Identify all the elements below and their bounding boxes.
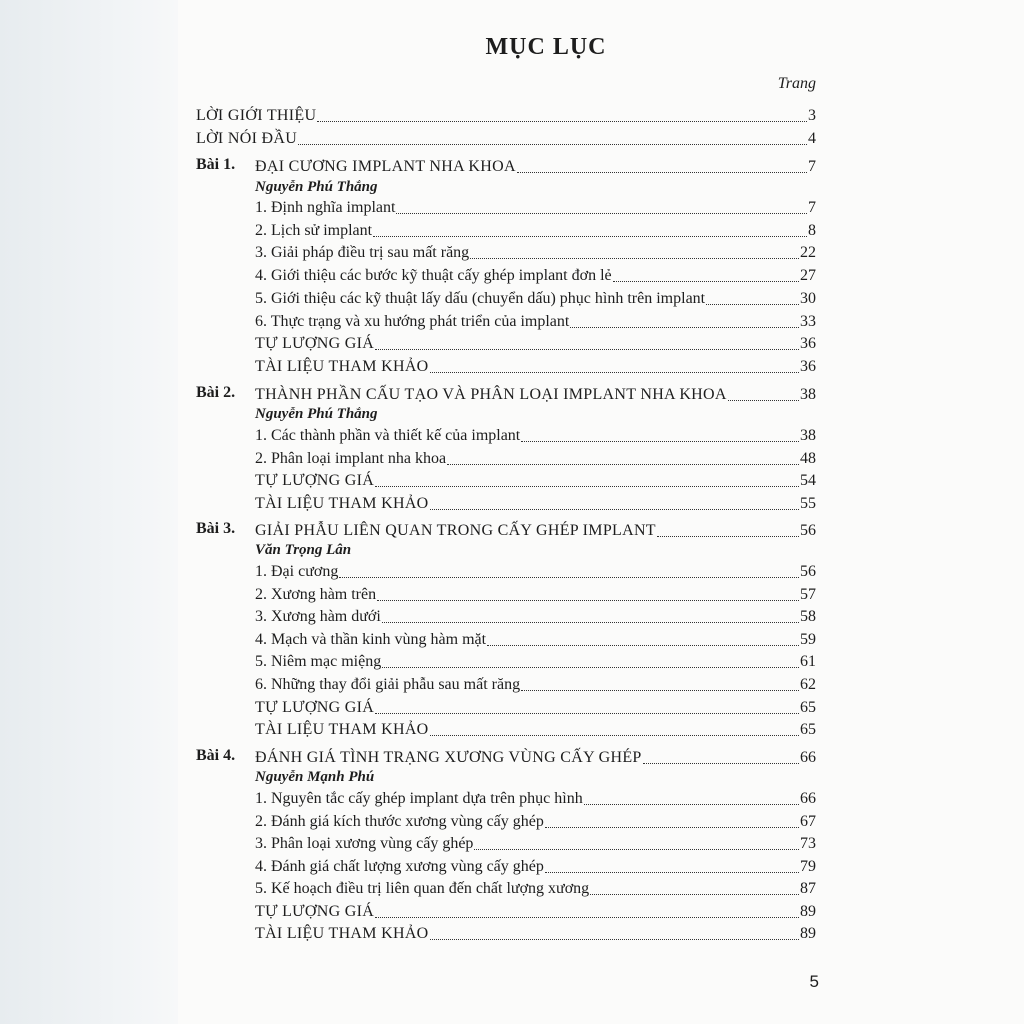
- dot-leader: [521, 689, 799, 691]
- toc-entry-label: TỰ LƯỢNG GIÁ: [255, 472, 375, 489]
- lesson-title: GIẢI PHẪU LIÊN QUAN TRONG CẤY GHÉP IMPLANT: [255, 522, 656, 539]
- toc-entry: [255, 264, 816, 286]
- dot-leader: [545, 871, 799, 873]
- toc-entry-page: 73: [800, 835, 816, 852]
- dot-leader: [375, 348, 799, 350]
- toc-entry-front-2: [196, 127, 816, 149]
- toc-entry: [255, 855, 816, 877]
- toc-entry-page: 66: [800, 790, 816, 807]
- toc-entry-page: 56: [800, 522, 816, 539]
- toc-entry-page: 56: [800, 563, 816, 580]
- lesson-title: ĐÁNH GIÁ TÌNH TRẠNG XƯƠNG VÙNG CẤY GHÉP: [255, 749, 642, 766]
- page-number: 5: [809, 972, 819, 991]
- toc-entry-page: 62: [800, 676, 816, 693]
- toc-entry: [255, 287, 816, 309]
- dot-leader: [317, 120, 807, 122]
- toc-entry-label: TỰ LƯỢNG GIÁ: [255, 699, 375, 716]
- toc-title-text: MỤC LỤC: [485, 34, 607, 60]
- dot-leader: [430, 508, 799, 510]
- toc-entry-label: 1. Các thành phần và thiết kế của implant: [255, 427, 521, 444]
- toc-entry-page: 58: [800, 608, 816, 625]
- toc-entry: [255, 922, 816, 944]
- toc-entry-front-1: [196, 104, 816, 126]
- toc-entry: [255, 696, 816, 718]
- toc-entry: [255, 241, 816, 263]
- toc-entry: [255, 832, 816, 854]
- toc-entry-label: TÀI LIỆU THAM KHẢO: [255, 925, 429, 942]
- dot-leader: [430, 371, 799, 373]
- dot-leader: [377, 599, 799, 601]
- dot-leader: [375, 485, 799, 487]
- toc-entry-page: 4: [808, 130, 816, 147]
- toc-entry-page: 33: [800, 313, 816, 330]
- lesson-1-author: Nguyễn Phú Thắng: [255, 179, 378, 195]
- toc-entry-label: 3. Phân loại xương vùng cấy ghép: [255, 835, 474, 852]
- lesson-2-number: Bài 2.: [196, 384, 236, 401]
- toc-entry-label: 2. Đánh giá kích thước xương vùng cấy ghép: [255, 813, 544, 830]
- dot-leader: [375, 916, 799, 918]
- toc-entry-label: 1. Định nghĩa implant: [255, 199, 396, 216]
- toc-entry-page: 79: [800, 858, 816, 875]
- page-gutter: [0, 0, 178, 1024]
- toc-entry-page: 36: [800, 358, 816, 375]
- toc-entry: [255, 560, 816, 582]
- toc-entry-page: 36: [800, 335, 816, 352]
- toc-entry-label: TÀI LIỆU THAM KHẢO: [255, 495, 429, 512]
- toc-entry-page: 65: [800, 721, 816, 738]
- toc-entry: [255, 355, 816, 377]
- toc-entry: [255, 219, 816, 241]
- dot-leader: [298, 143, 807, 145]
- toc-entry-label: 2. Phân loại implant nha khoa: [255, 450, 447, 467]
- toc-entry-label: 5. Niêm mạc miệng: [255, 653, 382, 670]
- dot-leader: [430, 734, 799, 736]
- toc-entry: [255, 718, 816, 740]
- dot-leader: [517, 171, 807, 173]
- dot-leader: [613, 280, 799, 282]
- toc-entry: [255, 196, 816, 218]
- dot-leader: [375, 712, 799, 714]
- toc-entry-page: 66: [800, 749, 816, 766]
- toc-entry: [255, 583, 816, 605]
- page-column-header: Trang: [777, 75, 816, 92]
- toc-entry-label: TÀI LIỆU THAM KHẢO: [255, 358, 429, 375]
- lesson-2-author: Nguyễn Phú Thắng: [255, 406, 378, 422]
- lesson-2-title-entry: [255, 383, 816, 405]
- toc-entry-label: 5. Giới thiệu các kỹ thuật lấy dấu (chuyển dấu) phục hình trên implant: [255, 290, 706, 307]
- toc-entry: [255, 605, 816, 627]
- dot-leader: [570, 326, 799, 328]
- toc-entry-page: 3: [808, 107, 816, 124]
- toc-entry: [255, 787, 816, 809]
- lesson-1-number: Bài 1.: [196, 156, 236, 173]
- toc-entry-page: 27: [800, 267, 816, 284]
- toc-entry: [255, 877, 816, 899]
- toc-entry-label: 6. Thực trạng và xu hướng phát triển của implant: [255, 313, 570, 330]
- dot-leader: [545, 826, 799, 828]
- toc-entry-page: 67: [800, 813, 816, 830]
- dot-leader: [706, 303, 799, 305]
- toc-entry-label: 4. Giới thiệu các bước kỹ thuật cấy ghép implant đơn lẻ: [255, 267, 612, 284]
- toc-entry-page: 22: [800, 244, 816, 261]
- toc-entry-label: LỜI GIỚI THIỆU: [196, 107, 317, 124]
- toc-entry-page: 59: [800, 631, 816, 648]
- dot-leader: [728, 399, 799, 401]
- toc-entry: [255, 673, 816, 695]
- toc-entry: [255, 332, 816, 354]
- lesson-3-author: Văn Trọng Lân: [255, 542, 352, 558]
- toc-entry-page: 57: [800, 586, 816, 603]
- toc-entry: [255, 469, 816, 491]
- toc-entry: [255, 424, 816, 446]
- toc-entry-page: 7: [808, 199, 816, 216]
- dot-leader: [382, 621, 799, 623]
- toc-entry: [255, 900, 816, 922]
- dot-leader: [643, 762, 799, 764]
- toc-entry-label: 2. Lịch sử implant: [255, 222, 373, 239]
- toc-entry-label: 4. Đánh giá chất lượng xương vùng cấy ghép: [255, 858, 544, 875]
- dot-leader: [373, 235, 807, 237]
- dot-leader: [396, 212, 807, 214]
- toc-title: [0, 34, 1024, 61]
- toc-entry-page: 61: [800, 653, 816, 670]
- dot-leader: [584, 803, 799, 805]
- toc-entry-page: 38: [800, 386, 816, 403]
- dot-leader: [339, 576, 799, 578]
- toc-entry-page: 87: [800, 880, 816, 897]
- toc-entry-page: 54: [800, 472, 816, 489]
- dot-leader: [474, 848, 799, 850]
- toc-entry-label: TỰ LƯỢNG GIÁ: [255, 335, 375, 352]
- toc-entry-page: 48: [800, 450, 816, 467]
- toc-entry-label: 3. Giải pháp điều trị sau mất răng: [255, 244, 470, 261]
- toc-entry-label: 2. Xương hàm trên: [255, 586, 377, 603]
- dot-leader: [382, 666, 799, 668]
- toc-entry-label: 1. Đại cương: [255, 563, 339, 580]
- toc-entry: [255, 492, 816, 514]
- toc-entry-page: 89: [800, 925, 816, 942]
- dot-leader: [447, 463, 799, 465]
- lesson-4-author: Nguyễn Mạnh Phú: [255, 769, 375, 785]
- dot-leader: [590, 893, 799, 895]
- lesson-3-number: Bài 3.: [196, 520, 236, 537]
- toc-entry-label: TÀI LIỆU THAM KHẢO: [255, 721, 429, 738]
- toc-entry-label: 1. Nguyên tắc cấy ghép implant dựa trên phục hình: [255, 790, 583, 807]
- toc-entry-page: 7: [808, 158, 816, 175]
- lesson-title: ĐẠI CƯƠNG IMPLANT NHA KHOA: [255, 158, 516, 175]
- lesson-title: THÀNH PHẦN CẤU TẠO VÀ PHÂN LOẠI IMPLANT NHA KHOA: [255, 386, 727, 403]
- toc-entry: [255, 447, 816, 469]
- dot-leader: [430, 938, 799, 940]
- toc-entry: [255, 310, 816, 332]
- dot-leader: [657, 535, 799, 537]
- lesson-1-title-entry: [255, 155, 816, 177]
- lesson-3-title-entry: [255, 519, 816, 541]
- dot-leader: [487, 644, 799, 646]
- toc-entry: [255, 810, 816, 832]
- toc-entry-page: 30: [800, 290, 816, 307]
- toc-entry-label: 5. Kế hoạch điều trị liên quan đến chất lượng xương: [255, 880, 590, 897]
- dot-leader: [470, 257, 799, 259]
- toc-entry-label: 6. Những thay đổi giải phẫu sau mất răng: [255, 676, 521, 693]
- lesson-4-title-entry: [255, 746, 816, 768]
- toc-entry-page: 38: [800, 427, 816, 444]
- lesson-4-number: Bài 4.: [196, 747, 236, 764]
- toc-entry-page: 55: [800, 495, 816, 512]
- toc-entry-label: 3. Xương hàm dưới: [255, 608, 381, 625]
- toc-entry-label: LỜI NÓI ĐẦU: [196, 130, 298, 147]
- dot-leader: [521, 440, 799, 442]
- toc-entry-page: 8: [808, 222, 816, 239]
- toc-entry: [255, 650, 816, 672]
- toc-entry-page: 89: [800, 903, 816, 920]
- toc-entry-label: 4. Mạch và thần kinh vùng hàm mặt: [255, 631, 487, 648]
- toc-entry-page: 65: [800, 699, 816, 716]
- toc-entry: [255, 628, 816, 650]
- toc-entry-label: TỰ LƯỢNG GIÁ: [255, 903, 375, 920]
